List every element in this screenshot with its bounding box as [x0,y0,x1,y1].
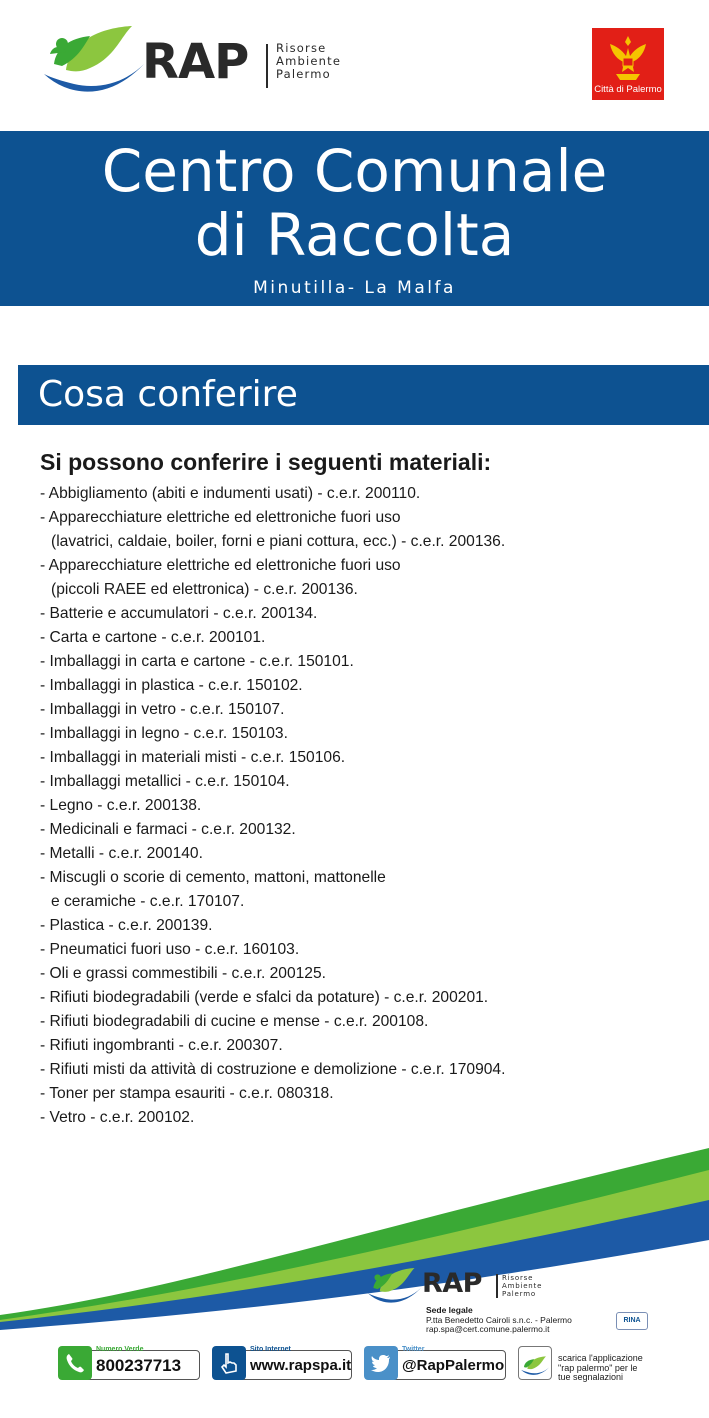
rap-logo [40,24,370,104]
material-item: - Abbigliamento (abiti e indumenti usati) - c.e.r. 200110. [40,485,421,502]
pointer-hand-icon [212,1346,246,1380]
material-item: - Batterie e accumulatori - c.e.r. 200134. [40,605,318,622]
rap-divider [266,44,268,88]
phone-number[interactable]: 800237713 [96,1356,182,1375]
footer-sub-line: Risorse [502,1274,534,1282]
title-band [0,131,709,306]
footer-sub-line: Palermo [502,1290,536,1298]
material-item: - Imballaggi in legno - c.e.r. 150103. [40,725,288,742]
city-of-palermo-logo [592,28,664,100]
website-contact[interactable] [212,1346,354,1382]
twitter-caption: Twitter [402,1346,425,1353]
sede-label: Sede legale [426,1305,473,1315]
footer-brand-sub [502,1274,542,1298]
sede-address: P.tta Benedetto Cairoli s.n.c. - Palermo [426,1314,572,1325]
page-subtitle: Minutilla- La Malfa [253,278,456,298]
app-icon [518,1346,552,1380]
app-text-line: tue segnalazioni [558,1372,624,1382]
certification-badge: RINA [616,1312,648,1330]
rap-sub-line: Ambiente [276,54,342,68]
material-item: - Rifiuti misti da attività di costruzione e demolizione - c.e.r. 170904. [40,1061,506,1078]
material-item: - Imballaggi in plastica - c.e.r. 150102. [40,677,303,694]
material-item-continuation: (lavatrici, caldaie, boiler, forni e piani cottura, ecc.) - c.e.r. 200136. [51,533,506,550]
material-item: - Apparecchiature elettriche ed elettroniche fuori uso [40,557,401,574]
sede-email[interactable]: rap.spa@cert.comune.palermo.it [426,1324,550,1334]
materials-list [40,482,680,1130]
footer-divider [496,1274,498,1298]
page-title-line1: Centro Comunale [101,137,608,205]
page-title-line2: di Raccolta [194,201,515,269]
phone-contact[interactable] [58,1346,202,1382]
app-text-line: scarica l'applicazione [558,1353,643,1363]
phone-caption: Numero Verde [96,1346,144,1353]
rap-brand-name: RAP [142,34,249,90]
rap-sub-line: Palermo [276,67,331,81]
materials-intro: Si possono conferire i seguenti materiali: [40,449,492,475]
twitter-handle[interactable]: @RapPalermo [402,1357,505,1374]
material-item: - Imballaggi in carta e cartone - c.e.r. 150101. [40,653,354,670]
app-download-text [558,1354,643,1383]
material-item: - Oli e grassi commestibili - c.e.r. 200125. [40,965,326,982]
material-item: - Medicinali e farmaci - c.e.r. 200132. [40,821,296,838]
app-download[interactable] [518,1346,698,1382]
footer-sub-line: Ambiente [502,1282,543,1290]
material-item: - Pneumatici fuori uso - c.e.r. 160103. [40,941,300,958]
city-label: Città di Palermo [594,84,662,95]
material-item: - Imballaggi metallici - c.e.r. 150104. [40,773,290,790]
material-item: - Toner per stampa esauriti - c.e.r. 080318. [40,1085,334,1102]
material-item: - Rifiuti biodegradabili di cucine e mense - c.e.r. 200108. [40,1013,429,1030]
material-item: - Plastica - c.e.r. 200139. [40,917,213,934]
eagle-crest-icon [606,32,650,82]
material-item: - Miscugli o scorie di cemento, mattoni, mattonelle [40,869,386,886]
contact-row [58,1346,698,1386]
twitter-bird-icon [364,1346,398,1380]
rap-leaves-icon [366,1266,424,1308]
material-item: - Carta e cartone - c.e.r. 200101. [40,629,266,646]
material-item: - Vetro - c.e.r. 200102. [40,1109,195,1126]
legal-address [426,1306,572,1335]
section-title: Cosa conferire [38,374,298,415]
website-caption: Sito Internet [250,1346,291,1353]
rap-sub-line: Risorse [276,41,327,55]
material-item: - Metalli - c.e.r. 200140. [40,845,203,862]
rap-brand-sub [276,42,341,81]
twitter-contact[interactable] [364,1346,508,1382]
material-item: - Rifiuti ingombranti - c.e.r. 200307. [40,1037,283,1054]
material-item: - Apparecchiature elettriche ed elettroniche fuori uso [40,509,401,526]
phone-icon [58,1346,92,1380]
section-band [18,365,709,425]
material-item: - Imballaggi in vetro - c.e.r. 150107. [40,701,285,718]
app-text-line: "rap palermo" per le [558,1362,638,1373]
material-item: - Rifiuti biodegradabili (verde e sfalci da potature) - c.e.r. 200201. [40,989,489,1006]
material-item: - Imballaggi in materiali misti - c.e.r. 150106. [40,749,346,766]
material-item: - Legno - c.e.r. 200138. [40,797,202,814]
top-header [0,0,709,130]
material-item-continuation: (piccoli RAEE ed elettronica) - c.e.r. 200136. [51,581,358,598]
footer-brand-name: RAP [422,1268,482,1299]
footer-rap-block [366,1266,666,1346]
website-url[interactable]: www.rapspa.it [250,1357,352,1374]
material-item-continuation: e ceramiche - c.e.r. 170107. [51,893,245,910]
rap-leaves-icon [40,24,150,100]
